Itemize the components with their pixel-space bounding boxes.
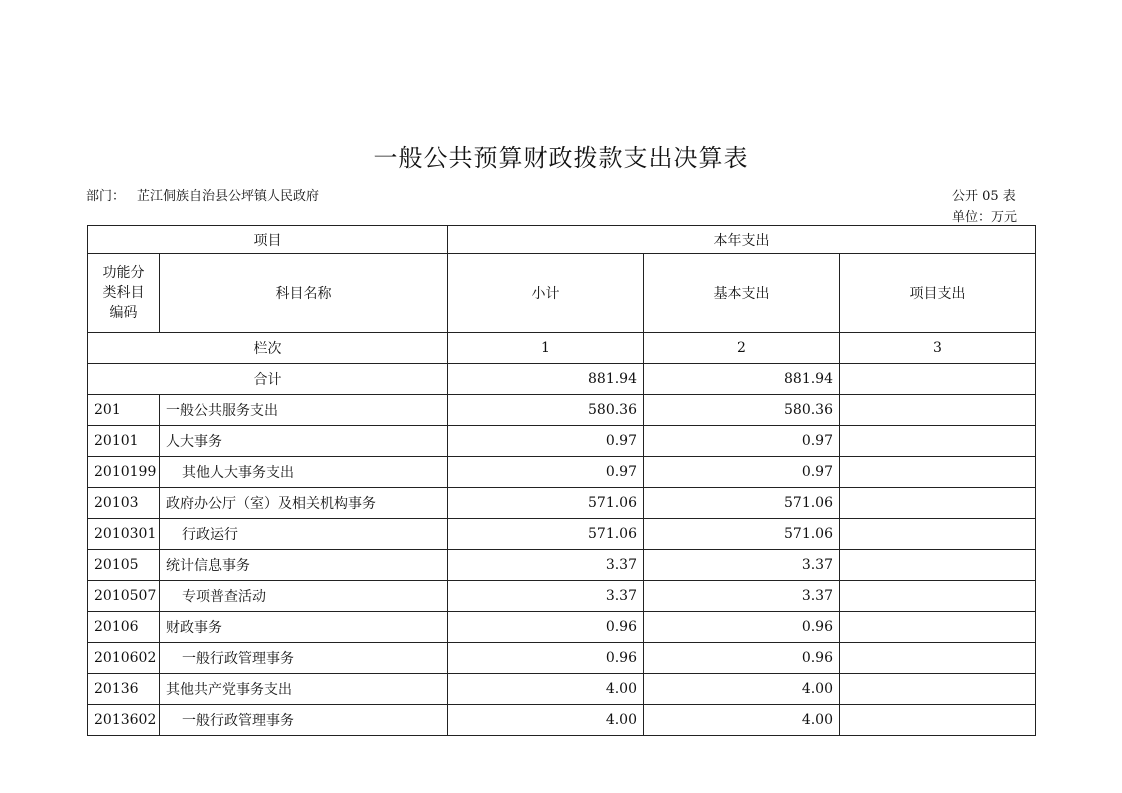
department-label: 部门： bbox=[86, 189, 126, 204]
header-subject-name: 科目名称 bbox=[160, 254, 448, 333]
row-basic: 3.37 bbox=[644, 581, 840, 612]
col-3: 3 bbox=[840, 333, 1036, 364]
column-index-row bbox=[88, 333, 1036, 364]
row-code: 2010301 bbox=[88, 519, 160, 550]
total-basic: 881.94 bbox=[644, 364, 840, 395]
row-project bbox=[840, 612, 1036, 643]
header-basic: 基本支出 bbox=[644, 254, 840, 333]
row-basic: 4.00 bbox=[644, 674, 840, 705]
row-project bbox=[840, 674, 1036, 705]
row-project bbox=[840, 457, 1036, 488]
department-line bbox=[86, 185, 319, 204]
row-basic: 571.06 bbox=[644, 519, 840, 550]
row-code: 20105 bbox=[88, 550, 160, 581]
header-code bbox=[88, 254, 160, 333]
row-subtotal: 0.97 bbox=[448, 457, 644, 488]
col-1: 1 bbox=[448, 333, 644, 364]
total-subtotal: 881.94 bbox=[448, 364, 644, 395]
row-subject-name: 人大事务 bbox=[160, 426, 448, 457]
row-project bbox=[840, 550, 1036, 581]
row-basic: 0.96 bbox=[644, 612, 840, 643]
row-subject-name: 政府办公厅（室）及相关机构事务 bbox=[160, 488, 448, 519]
header-current-year: 本年支出 bbox=[448, 226, 1036, 254]
department-name: 芷江侗族自治县公坪镇人民政府 bbox=[137, 189, 320, 204]
table-row bbox=[88, 612, 1036, 643]
table-row bbox=[88, 550, 1036, 581]
unit-label: 单位：万元 bbox=[952, 210, 1018, 225]
row-code: 2010199 bbox=[88, 457, 160, 488]
col-2: 2 bbox=[644, 333, 840, 364]
row-subtotal: 0.96 bbox=[448, 612, 644, 643]
row-code: 20106 bbox=[88, 612, 160, 643]
row-subtotal: 4.00 bbox=[448, 674, 644, 705]
header-code-line: 编码 bbox=[109, 305, 138, 321]
row-basic: 4.00 bbox=[644, 705, 840, 736]
page-title: 一般公共预算财政拨款支出决算表 bbox=[373, 144, 749, 172]
row-project bbox=[840, 519, 1036, 550]
row-basic: 580.36 bbox=[644, 395, 840, 426]
header-row-1 bbox=[88, 226, 1036, 254]
header-project: 项目 bbox=[88, 226, 448, 254]
header-project-exp: 项目支出 bbox=[840, 254, 1036, 333]
row-subject-name: 一般行政管理事务 bbox=[160, 705, 448, 736]
row-code: 2013602 bbox=[88, 705, 160, 736]
row-subject-name: 财政事务 bbox=[160, 612, 448, 643]
row-subject-name: 专项普查活动 bbox=[160, 581, 448, 612]
row-project bbox=[840, 426, 1036, 457]
row-basic: 571.06 bbox=[644, 488, 840, 519]
row-basic: 3.37 bbox=[644, 550, 840, 581]
row-code: 2010507 bbox=[88, 581, 160, 612]
expenditure-table bbox=[87, 225, 1036, 736]
row-subject-name: 一般公共服务支出 bbox=[160, 395, 448, 426]
total-row bbox=[88, 364, 1036, 395]
total-project bbox=[840, 364, 1036, 395]
table-row bbox=[88, 488, 1036, 519]
form-number: 公开 05 表 bbox=[952, 189, 1016, 204]
header-subtotal: 小计 bbox=[448, 254, 644, 333]
row-basic: 0.97 bbox=[644, 426, 840, 457]
row-subtotal: 3.37 bbox=[448, 581, 644, 612]
row-code: 20103 bbox=[88, 488, 160, 519]
col-label: 栏次 bbox=[88, 333, 448, 364]
row-subject-name: 其他人大事务支出 bbox=[160, 457, 448, 488]
table-row bbox=[88, 457, 1036, 488]
row-subtotal: 4.00 bbox=[448, 705, 644, 736]
row-subject-name: 统计信息事务 bbox=[160, 550, 448, 581]
row-project bbox=[840, 395, 1036, 426]
row-subtotal: 0.96 bbox=[448, 643, 644, 674]
row-subtotal: 580.36 bbox=[448, 395, 644, 426]
row-subject-name: 一般行政管理事务 bbox=[160, 643, 448, 674]
table-row bbox=[88, 674, 1036, 705]
row-subject-name: 行政运行 bbox=[160, 519, 448, 550]
header-code-line: 类科目 bbox=[102, 285, 145, 301]
table-row bbox=[88, 395, 1036, 426]
row-project bbox=[840, 643, 1036, 674]
row-code: 201 bbox=[88, 395, 160, 426]
row-code: 2010602 bbox=[88, 643, 160, 674]
row-code: 20101 bbox=[88, 426, 160, 457]
row-basic: 0.96 bbox=[644, 643, 840, 674]
row-subtotal: 0.97 bbox=[448, 426, 644, 457]
table-row bbox=[88, 581, 1036, 612]
row-basic: 0.97 bbox=[644, 457, 840, 488]
row-project bbox=[840, 581, 1036, 612]
row-subject-name: 其他共产党事务支出 bbox=[160, 674, 448, 705]
table-row bbox=[88, 426, 1036, 457]
table-row bbox=[88, 519, 1036, 550]
row-subtotal: 571.06 bbox=[448, 519, 644, 550]
row-subtotal: 571.06 bbox=[448, 488, 644, 519]
row-code: 20136 bbox=[88, 674, 160, 705]
header-code-line: 功能分 bbox=[102, 265, 145, 281]
table-row bbox=[88, 643, 1036, 674]
table-row bbox=[88, 705, 1036, 736]
row-subtotal: 3.37 bbox=[448, 550, 644, 581]
row-project bbox=[840, 488, 1036, 519]
total-label: 合计 bbox=[88, 364, 448, 395]
header-row-2 bbox=[88, 254, 1036, 333]
row-project bbox=[840, 705, 1036, 736]
